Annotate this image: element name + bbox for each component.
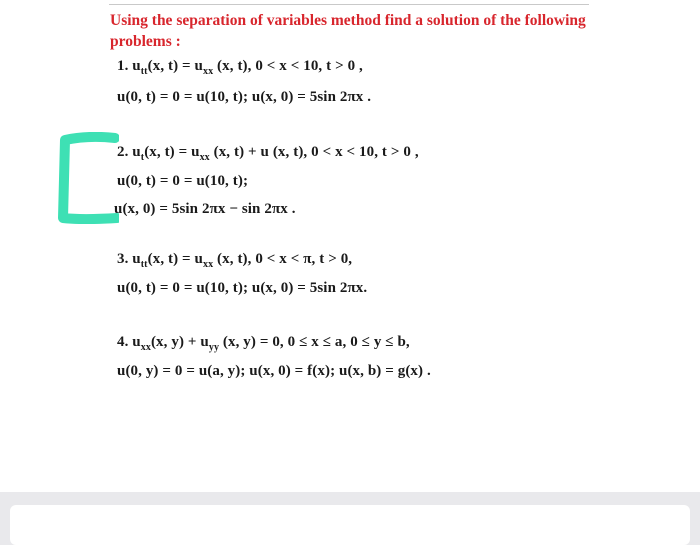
problem-2-equation: 2. $u_t(x$, $t) = u_{xx}$ (x, t) + u (x, t), 0 < x < 10, t > 0 ,	[117, 144, 419, 163]
next-card	[10, 505, 690, 545]
problem-2-initial-condition: u(x, 0) = 5sin 2πx − sin 2πx .	[114, 201, 296, 217]
problem-3-conditions: u(0, t) = 0 = u(10, t); u(x, 0) = 5sin 2πx.	[117, 280, 368, 296]
highlighter-bracket-mark	[57, 132, 119, 224]
problem-3-equation: 3. $u_{tt}(x$, $t) = u_{xx}$ (x, t), 0 < x < π, t > 0,	[117, 251, 353, 270]
problem-4-conditions: u(0, y) = 0 = u(a, y); u(x, 0) = f(x); u(x, b) = g(x) .	[117, 363, 431, 379]
problem-4-equation: 4. $u_{xx}(x$, $y) + u_{yy}$ (x, y) = 0, 0 ≤ x ≤ a, 0 ≤ y ≤ b,	[117, 334, 410, 353]
problem-1-conditions: u(0, t) = 0 = u(10, t); u(x, 0) = 5sin 2πx .	[117, 89, 372, 105]
problem-1-equation: 1. $u_{tt}(x$, $t) = u_{xx}$ (x, t), 0 < x < 10, t > 0 ,	[117, 58, 363, 77]
problem-heading: Using the separation of variables method find a solution of the following problems :	[110, 12, 586, 50]
top-divider	[109, 4, 589, 5]
problem-2-conditions: u(0, t) = 0 = u(10, t);	[117, 173, 249, 189]
